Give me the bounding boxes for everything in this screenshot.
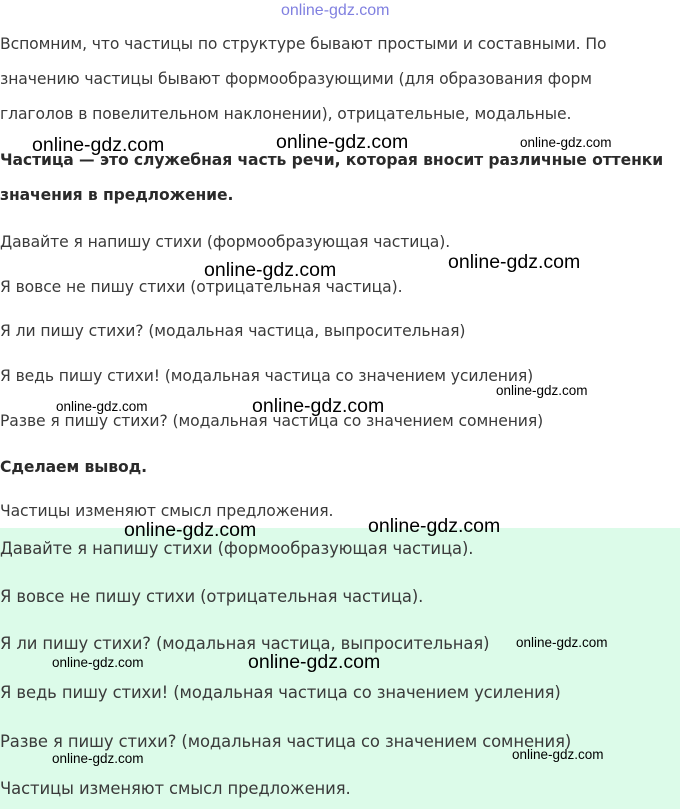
answer-line: Частицы изменяют смысл предложения.: [0, 779, 351, 798]
answer-line: Я ведь пишу стихи! (модальная частица со значением усиления): [0, 683, 561, 702]
watermark-top: online-gdz.com: [281, 2, 390, 19]
watermark: online-gdz.com: [448, 251, 581, 273]
definition-line: значения в предложение.: [0, 186, 234, 204]
definition-line: Частица — это служебная часть речи, которая вносит различные оттенки: [0, 151, 664, 169]
intro-line: Вспомним, что частицы по структуре бывают простыми и составными. По: [0, 35, 607, 53]
watermark: online-gdz.com: [496, 383, 588, 398]
watermark: online-gdz.com: [520, 135, 612, 150]
example-line: Я вовсе не пишу стихи (отрицательная частица).: [0, 278, 403, 296]
intro-line: значению частицы бывают формообразующими (для образования форм: [0, 70, 592, 88]
watermark: online-gdz.com: [368, 515, 501, 537]
watermark: online-gdz.com: [204, 259, 337, 281]
example-line: Давайте я напишу стихи (формообразующая частица).: [0, 233, 451, 251]
watermark: online-gdz.com: [32, 134, 165, 156]
watermark: online-gdz.com: [276, 131, 409, 153]
answer-line: Я вовсе не пишу стихи (отрицательная частица).: [0, 587, 424, 606]
watermark: online-gdz.com: [52, 751, 144, 766]
watermark: online-gdz.com: [252, 395, 385, 417]
answer-line: Я ли пишу стихи? (модальная частица, выпросительная): [0, 634, 490, 653]
watermark: online-gdz.com: [516, 635, 608, 650]
example-line: Разве я пишу стихи? (модальная частица со значением сомнения): [0, 412, 544, 430]
example-line: Я ли пишу стихи? (модальная частица, выпросительная): [0, 322, 466, 340]
watermark: online-gdz.com: [512, 747, 604, 762]
intro-line: глаголов в повелительном наклонении), отрицательные, модальные.: [0, 105, 572, 123]
example-line: Я ведь пишу стихи! (модальная частица со значением усиления): [0, 367, 534, 385]
watermark: online-gdz.com: [248, 651, 381, 673]
watermark: online-gdz.com: [56, 399, 148, 414]
answer-line: Давайте я напишу стихи (формообразующая частица).: [0, 539, 474, 558]
watermark: online-gdz.com: [124, 519, 257, 541]
conclusion-title: Сделаем вывод.: [0, 458, 147, 476]
answer-line: Разве я пишу стихи? (модальная частица со значением сомнения): [0, 732, 572, 751]
conclusion-line: Частицы изменяют смысл предложения.: [0, 502, 334, 520]
watermark: online-gdz.com: [52, 655, 144, 670]
